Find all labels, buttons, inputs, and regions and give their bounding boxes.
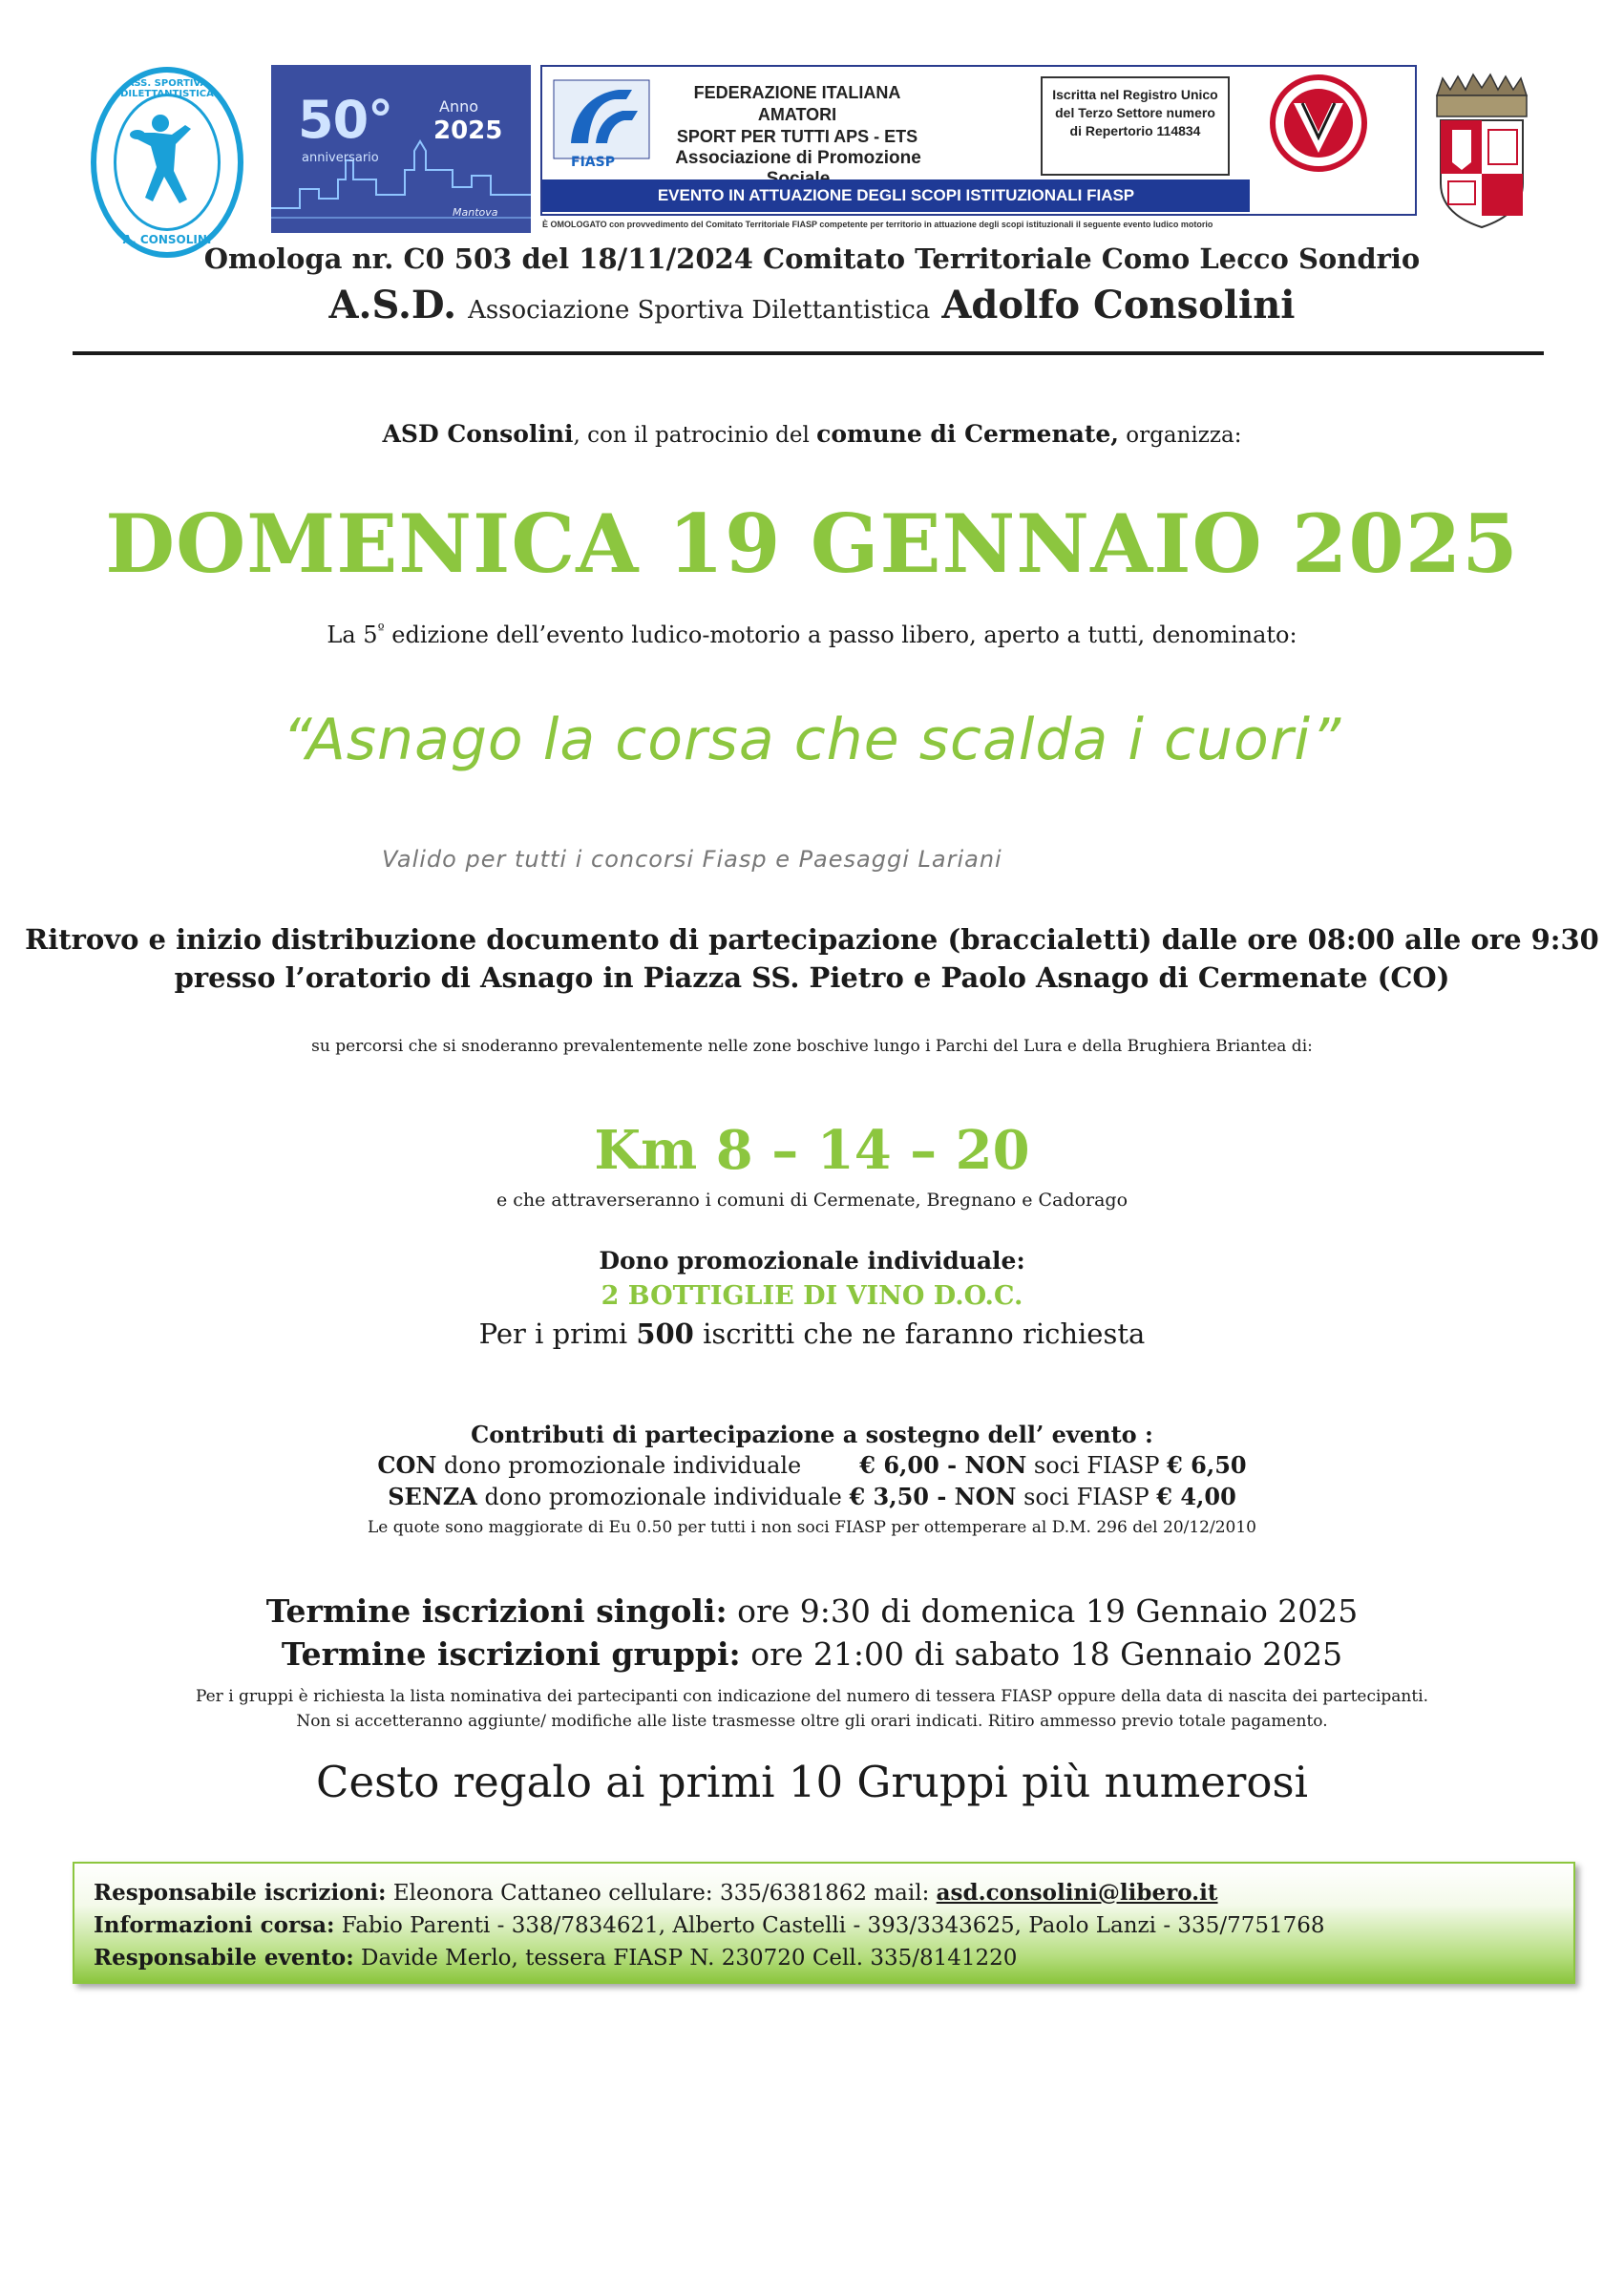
dono-heading: Dono promozionale individuale:: [599, 1247, 1025, 1275]
intro-text1: , con il patrocinio del: [573, 423, 817, 448]
valid-contests-note: Valido per tutti i concorsi Fiasp e Paesaggi Lariani: [382, 846, 1002, 873]
contributi-senza-text: dono promozionale individuale: [476, 1484, 850, 1510]
contributi-senza-label: SENZA: [388, 1483, 477, 1510]
contributi-con: [0, 1451, 1624, 1479]
contact-iscrizioni-text: Eleonora Cattaneo cellulare: 335/6381862 mail:: [386, 1881, 937, 1906]
contributi-con-text: dono promozionale individuale: [436, 1452, 860, 1479]
asd-full-name: Associazione Sportiva Dilettantistica: [468, 296, 931, 325]
dono-note-post: iscritti che ne faranno richiesta: [693, 1318, 1146, 1350]
groups-note-line2: Non si accetteranno aggiunte/ modifiche alle liste trasmesse oltre gli orari indicati. Ritiro ammesso previo totale pagamento.: [296, 1712, 1328, 1731]
contributi-note: Le quote sono maggiorate di Eu 0.50 per tutti i non soci FIASP per ottemperare al D.M. 296 del 20/12/2010: [368, 1518, 1256, 1537]
logo-asd-inner-ring: [114, 94, 221, 231]
termine-singoli: [0, 1592, 1624, 1630]
intro-org: ASD Consolini: [382, 420, 574, 448]
contributi-senza: [0, 1483, 1624, 1510]
intro-line: [0, 420, 1624, 448]
groups-note-line1: Per i gruppi è richiesta la lista nominativa dei partecipanti con indicazione del numero di tessera FIASP oppure della data di nascita dei partecipanti.: [195, 1687, 1429, 1706]
termine-gruppi-label: Termine iscrizioni gruppi:: [281, 1635, 741, 1673]
edition-rest: edizione dell’evento ludico-motorio a passo libero, aperto a tutti, denominato:: [384, 622, 1297, 648]
fiasp-mark-label: FIASP: [571, 155, 615, 170]
contact-informazioni-text: Fabio Parenti - 338/7834621, Alberto Castelli - 393/3343625, Paolo Lanzi - 335/7751768: [334, 1913, 1325, 1938]
termine-singoli-value: ore 9:30 di domenica 19 Gennaio 2025: [727, 1592, 1359, 1630]
edition-line: [0, 621, 1624, 648]
fiasp-registry-line1: Iscritta nel Registro Unico: [1052, 87, 1218, 102]
termine-gruppi-value: ore 21:00 di sabato 18 Gennaio 2025: [740, 1635, 1343, 1673]
contributi-senza-price2: € 4,00: [1156, 1483, 1236, 1510]
contact-informazioni: [94, 1909, 1554, 1942]
groups-note: [0, 1684, 1624, 1734]
asd-name: Adolfo Consolini: [941, 283, 1296, 327]
fiasp-title-line2: SPORT PER TUTTI APS - ETS: [676, 127, 918, 146]
asd-line: [0, 283, 1624, 327]
contact-email-link[interactable]: asd.consolini@libero.it: [936, 1880, 1218, 1906]
contact-informazioni-label: Informazioni corsa:: [94, 1912, 335, 1938]
logo-asd-top-text: ASS. SPORTIVA DILETTANTISTICA: [120, 78, 214, 99]
asd-abbr: A.S.D.: [328, 283, 457, 327]
ritrovo-line1: Ritrovo e inizio distribuzione documento di partecipazione (braccialetti) dalle ore 08:00 alle ore 9:30: [25, 923, 1599, 956]
comuni-line: e che attraverseranno i comuni di Cermenate, Bregnano e Cadorago: [496, 1190, 1128, 1211]
percorsi-line: su percorsi che si snoderanno prevalentemente nelle zone boschive lungo i Parchi del Lura e della Brughiera Briantea di:: [311, 1037, 1313, 1056]
cermenate-crest: [1429, 71, 1534, 231]
contact-iscrizioni-label: Responsabile iscrizioni:: [94, 1880, 387, 1906]
ritrovo-line2: presso l’oratorio di Asnago in Piazza SS. Pietro e Paolo Asnago di Cermenate (CO): [174, 961, 1450, 994]
distances: Km 8 – 14 – 20: [594, 1119, 1030, 1182]
header-divider: [73, 351, 1544, 355]
dono-gift: 2 BOTTIGLIE DI VINO D.O.C.: [601, 1281, 1023, 1311]
dono-note-pre: Per i primi: [478, 1318, 637, 1350]
fiasp-50-anniversary-logo: [271, 65, 531, 233]
contact-evento-text: Davide Merlo, tessera FIASP N. 230720 Cell. 335/8141220: [353, 1946, 1018, 1971]
contributi-con-soci: soci FIASP: [1026, 1452, 1168, 1479]
logo-50-number: 50°: [298, 90, 393, 150]
contributi-heading: Contributi di partecipazione a sostegno dell’ evento :: [471, 1421, 1153, 1448]
logo-50-year: 2025: [433, 116, 503, 145]
intro-text2: organizza:: [1118, 423, 1242, 448]
discus-thrower-icon: [116, 96, 218, 228]
contributi-senza-soci: soci FIASP: [1016, 1484, 1157, 1510]
event-name: “Asnago la corsa che scalda i cuori”: [282, 706, 1342, 773]
edition-prefix: La 5: [327, 622, 378, 648]
termine-singoli-label: Termine iscrizioni singoli:: [265, 1592, 728, 1630]
omologa-line: Omologa nr. C0 503 del 18/11/2024 Comitato Territoriale Como Lecco Sondrio: [203, 242, 1421, 275]
fiasp-title: [659, 82, 936, 148]
dono-note: [0, 1318, 1624, 1350]
fiasp-registry-line3: di Repertorio 114834: [1069, 123, 1201, 138]
logo-asd-bottom-text: A. CONSOLINI: [122, 233, 212, 246]
intro-comune: comune di Cermenate,: [816, 420, 1119, 448]
fiasp-banner: EVENTO IN ATTUAZIONE DEGLI SCOPI ISTITUZIONALI FIASP: [542, 179, 1250, 212]
logo-50-anno-label: Anno: [439, 97, 479, 116]
logo-50-subtitle: anniversario: [302, 151, 379, 165]
contributi-con-price: € 6,00 - NON: [859, 1451, 1027, 1479]
contributi-senza-price: € 3,50 - NON: [849, 1483, 1017, 1510]
contributi-con-label: CON: [377, 1451, 437, 1479]
fiasp-registry-line2: del Terzo Settore numero: [1055, 105, 1215, 120]
contact-evento-label: Responsabile evento:: [94, 1945, 354, 1971]
ritrovo-block: [0, 920, 1624, 997]
fiasp-registry-box: [1041, 76, 1230, 176]
edition-ordinal: º: [377, 621, 385, 638]
asd-consolini-logo: [91, 67, 243, 258]
contributi-con-price2: € 6,50: [1167, 1451, 1247, 1479]
fiasp-title-line1: FEDERAZIONE ITALIANA AMATORI: [693, 83, 901, 124]
termine-gruppi: [0, 1635, 1624, 1673]
fiasp-omologato-note: È OMOLOGATO con provvedimento del Comitato Territoriale FIASP competente per territorio in attuazione degli scopi istituzionali il seguente evento ludico motorio: [542, 220, 1213, 229]
logo-50-city: Mantova: [453, 206, 498, 219]
dono-note-num: 500: [636, 1318, 694, 1350]
contacts-box: [73, 1862, 1575, 1984]
fiasp-assoc: Associazione di Promozione: [675, 148, 921, 168]
ivv-logo: [1268, 73, 1369, 174]
fiasp-header-box: [540, 65, 1417, 229]
event-date-title: DOMENICA 19 GENNAIO 2025: [105, 496, 1519, 591]
contact-iscrizioni: [94, 1877, 1554, 1909]
cesto-line: Cesto regalo ai primi 10 Gruppi più numerosi: [316, 1757, 1308, 1807]
contact-evento: [94, 1942, 1554, 1974]
